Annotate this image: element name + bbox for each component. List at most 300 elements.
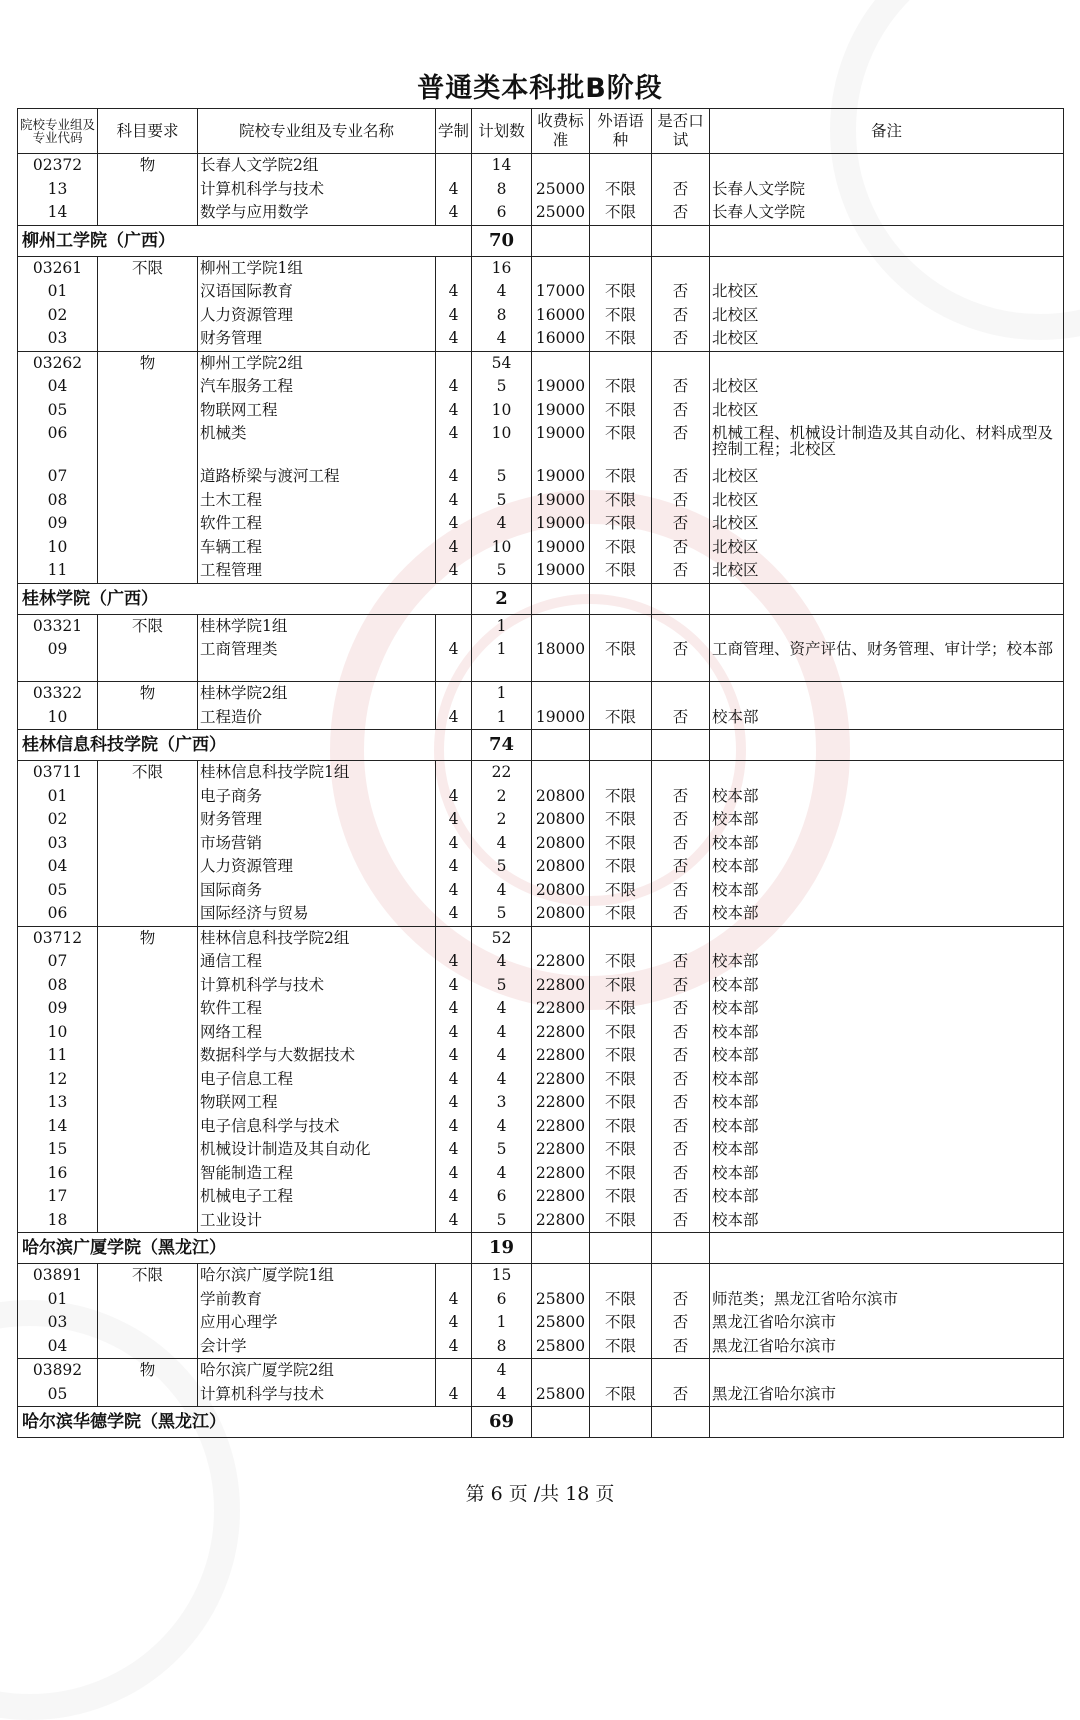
major-note: 黑龙江省哈尔滨市: [710, 1311, 1064, 1335]
major-fee: 22800: [532, 1185, 590, 1209]
major-lang: 不限: [590, 512, 652, 536]
major-fee: 18000: [532, 638, 590, 682]
group-oral: [652, 351, 710, 375]
major-subject: [98, 512, 198, 536]
group-oral: [652, 926, 710, 950]
major-note: 校本部: [710, 808, 1064, 832]
major-note: 校本部: [710, 1091, 1064, 1115]
major-fee: 25800: [532, 1311, 590, 1335]
major-lang: 不限: [590, 1209, 652, 1233]
major-subject: [98, 974, 198, 998]
major-lang: 不限: [590, 375, 652, 399]
major-years: 4: [436, 1091, 472, 1115]
major-plan: 10: [472, 422, 532, 465]
empty-cell: [590, 583, 652, 614]
admission-plan-table: [17, 108, 1064, 1438]
group-row: [18, 154, 1064, 178]
major-name: 物联网工程: [198, 399, 436, 423]
major-name: 汉语国际教育: [198, 280, 436, 304]
major-row: [18, 1335, 1064, 1359]
group-plan: 1: [472, 614, 532, 638]
empty-cell: [532, 225, 590, 256]
major-fee: 22800: [532, 997, 590, 1021]
major-oral: 否: [652, 178, 710, 202]
group-fee: [532, 1264, 590, 1288]
major-row: [18, 950, 1064, 974]
major-subject: [98, 1138, 198, 1162]
school-row: [18, 1407, 1064, 1438]
major-name: 机械设计制造及其自动化: [198, 1138, 436, 1162]
group-years: [436, 1359, 472, 1383]
major-subject: [98, 559, 198, 583]
group-note: [710, 614, 1064, 638]
group-code: 03892: [18, 1359, 98, 1383]
major-years: 4: [436, 950, 472, 974]
major-oral: 否: [652, 997, 710, 1021]
header-lang: 外语语种: [590, 109, 652, 154]
major-note: 北校区: [710, 327, 1064, 351]
group-note: [710, 682, 1064, 706]
major-subject: [98, 1115, 198, 1139]
major-code: 08: [18, 974, 98, 998]
major-lang: 不限: [590, 1311, 652, 1335]
major-plan: 5: [472, 902, 532, 926]
major-plan: 4: [472, 1162, 532, 1186]
major-subject: [98, 327, 198, 351]
page-footer: 第 6 页 /共 18 页: [465, 1483, 615, 1505]
major-plan: 4: [472, 832, 532, 856]
major-note: 北校区: [710, 512, 1064, 536]
major-oral: 否: [652, 399, 710, 423]
major-code: 18: [18, 1209, 98, 1233]
table-body: [18, 154, 1064, 1438]
major-subject: [98, 855, 198, 879]
major-name: 智能制造工程: [198, 1162, 436, 1186]
major-name: 软件工程: [198, 997, 436, 1021]
school-name: 桂林学院（广西）: [18, 583, 472, 614]
empty-cell: [590, 730, 652, 761]
major-oral: 否: [652, 902, 710, 926]
group-name: 桂林学院2组: [198, 682, 436, 706]
major-name: 通信工程: [198, 950, 436, 974]
major-row: [18, 1162, 1064, 1186]
major-oral: 否: [652, 706, 710, 730]
major-code: 13: [18, 1091, 98, 1115]
major-row: [18, 638, 1064, 682]
major-code: 03: [18, 327, 98, 351]
major-note: 校本部: [710, 855, 1064, 879]
major-fee: 19000: [532, 375, 590, 399]
empty-cell: [652, 1233, 710, 1264]
group-code: 03262: [18, 351, 98, 375]
school-total-plan: 69: [472, 1407, 532, 1438]
major-subject: [98, 1162, 198, 1186]
major-subject: [98, 638, 198, 682]
major-oral: 否: [652, 879, 710, 903]
major-subject: [98, 465, 198, 489]
major-row: [18, 832, 1064, 856]
group-plan: 1: [472, 682, 532, 706]
major-name: 机械类: [198, 422, 436, 465]
major-row: [18, 1288, 1064, 1312]
major-oral: 否: [652, 201, 710, 225]
major-lang: 不限: [590, 489, 652, 513]
major-lang: 不限: [590, 536, 652, 560]
major-plan: 1: [472, 706, 532, 730]
major-fee: 17000: [532, 280, 590, 304]
major-years: 4: [436, 422, 472, 465]
school-total-plan: 70: [472, 225, 532, 256]
major-code: 09: [18, 997, 98, 1021]
major-years: 4: [436, 178, 472, 202]
group-lang: [590, 1359, 652, 1383]
empty-cell: [652, 1407, 710, 1438]
major-row: [18, 785, 1064, 809]
major-code: 13: [18, 178, 98, 202]
major-note: 校本部: [710, 706, 1064, 730]
major-plan: 4: [472, 512, 532, 536]
major-name: 电子信息工程: [198, 1068, 436, 1092]
major-oral: 否: [652, 832, 710, 856]
group-lang: [590, 351, 652, 375]
major-years: 4: [436, 559, 472, 583]
major-plan: 10: [472, 399, 532, 423]
major-fee: 19000: [532, 489, 590, 513]
major-code: 10: [18, 1021, 98, 1045]
major-subject: [98, 536, 198, 560]
major-lang: 不限: [590, 465, 652, 489]
major-oral: 否: [652, 638, 710, 682]
group-row: [18, 256, 1064, 280]
major-note: 校本部: [710, 832, 1064, 856]
group-fee: [532, 351, 590, 375]
major-row: [18, 1185, 1064, 1209]
major-plan: 4: [472, 1021, 532, 1045]
group-years: [436, 256, 472, 280]
group-oral: [652, 1359, 710, 1383]
major-fee: 20800: [532, 832, 590, 856]
group-lang: [590, 614, 652, 638]
major-years: 4: [436, 706, 472, 730]
major-subject: [98, 1091, 198, 1115]
major-fee: 22800: [532, 950, 590, 974]
major-lang: 不限: [590, 997, 652, 1021]
major-years: 4: [436, 1335, 472, 1359]
group-row: [18, 1264, 1064, 1288]
major-row: [18, 997, 1064, 1021]
group-plan: 4: [472, 1359, 532, 1383]
major-code: 03: [18, 832, 98, 856]
major-plan: 5: [472, 1138, 532, 1162]
major-lang: 不限: [590, 1091, 652, 1115]
group-row: [18, 761, 1064, 785]
major-years: 4: [436, 1068, 472, 1092]
major-oral: 否: [652, 1311, 710, 1335]
major-oral: 否: [652, 1021, 710, 1045]
major-name: 应用心理学: [198, 1311, 436, 1335]
major-name: 电子信息科学与技术: [198, 1115, 436, 1139]
major-oral: 否: [652, 512, 710, 536]
group-plan: 15: [472, 1264, 532, 1288]
header-years: 学制: [436, 109, 472, 154]
major-oral: 否: [652, 1162, 710, 1186]
header-code: 院校专业组及专业代码: [18, 109, 98, 154]
major-fee: 22800: [532, 1044, 590, 1068]
major-fee: 22800: [532, 1091, 590, 1115]
school-row: [18, 583, 1064, 614]
major-name: 国际商务: [198, 879, 436, 903]
group-oral: [652, 256, 710, 280]
major-code: 02: [18, 808, 98, 832]
school-name: 柳州工学院（广西）: [18, 225, 472, 256]
major-code: 16: [18, 1162, 98, 1186]
major-years: 4: [436, 536, 472, 560]
major-row: [18, 422, 1064, 465]
group-lang: [590, 1264, 652, 1288]
major-name: 机械电子工程: [198, 1185, 436, 1209]
major-note: 校本部: [710, 1162, 1064, 1186]
major-code: 05: [18, 1383, 98, 1407]
major-name: 人力资源管理: [198, 304, 436, 328]
major-note: 校本部: [710, 1115, 1064, 1139]
empty-cell: [590, 225, 652, 256]
group-subject: 物: [98, 926, 198, 950]
major-lang: 不限: [590, 280, 652, 304]
major-code: 09: [18, 512, 98, 536]
major-oral: 否: [652, 1115, 710, 1139]
group-code: 02372: [18, 154, 98, 178]
major-fee: 20800: [532, 808, 590, 832]
major-lang: 不限: [590, 327, 652, 351]
major-plan: 6: [472, 201, 532, 225]
major-plan: 5: [472, 855, 532, 879]
empty-cell: [652, 225, 710, 256]
major-code: 07: [18, 465, 98, 489]
group-name: 柳州工学院2组: [198, 351, 436, 375]
major-row: [18, 706, 1064, 730]
group-name: 哈尔滨广厦学院2组: [198, 1359, 436, 1383]
major-fee: 22800: [532, 1162, 590, 1186]
major-plan: 5: [472, 1209, 532, 1233]
major-code: 14: [18, 201, 98, 225]
major-years: 4: [436, 465, 472, 489]
empty-cell: [710, 225, 1064, 256]
empty-cell: [710, 1407, 1064, 1438]
major-subject: [98, 950, 198, 974]
major-oral: 否: [652, 375, 710, 399]
major-lang: 不限: [590, 974, 652, 998]
major-plan: 5: [472, 559, 532, 583]
major-code: 10: [18, 706, 98, 730]
school-total-plan: 74: [472, 730, 532, 761]
major-note: 校本部: [710, 1209, 1064, 1233]
empty-cell: [710, 1233, 1064, 1264]
major-plan: 6: [472, 1185, 532, 1209]
major-subject: [98, 422, 198, 465]
major-name: 学前教育: [198, 1288, 436, 1312]
major-note: 校本部: [710, 902, 1064, 926]
major-row: [18, 1044, 1064, 1068]
major-row: [18, 280, 1064, 304]
major-oral: 否: [652, 536, 710, 560]
group-note: [710, 926, 1064, 950]
major-note: 北校区: [710, 280, 1064, 304]
major-fee: 16000: [532, 327, 590, 351]
major-row: [18, 1021, 1064, 1045]
major-code: 14: [18, 1115, 98, 1139]
major-code: 01: [18, 1288, 98, 1312]
major-note: 校本部: [710, 1138, 1064, 1162]
major-fee: 25800: [532, 1288, 590, 1312]
school-name: 哈尔滨广厦学院（黑龙江）: [18, 1233, 472, 1264]
major-oral: 否: [652, 1288, 710, 1312]
major-row: [18, 879, 1064, 903]
major-note: 黑龙江省哈尔滨市: [710, 1335, 1064, 1359]
group-subject: 物: [98, 682, 198, 706]
major-subject: [98, 1185, 198, 1209]
major-name: 车辆工程: [198, 536, 436, 560]
major-plan: 8: [472, 178, 532, 202]
major-years: 4: [436, 785, 472, 809]
empty-cell: [532, 730, 590, 761]
major-lang: 不限: [590, 832, 652, 856]
major-note: 北校区: [710, 489, 1064, 513]
major-lang: 不限: [590, 1044, 652, 1068]
major-oral: 否: [652, 280, 710, 304]
major-note: 校本部: [710, 974, 1064, 998]
major-years: 4: [436, 1138, 472, 1162]
group-name: 柳州工学院1组: [198, 256, 436, 280]
major-name: 道路桥梁与渡河工程: [198, 465, 436, 489]
group-row: [18, 351, 1064, 375]
major-name: 汽车服务工程: [198, 375, 436, 399]
major-plan: 4: [472, 327, 532, 351]
major-name: 财务管理: [198, 327, 436, 351]
group-name: 桂林学院1组: [198, 614, 436, 638]
major-row: [18, 536, 1064, 560]
major-lang: 不限: [590, 178, 652, 202]
major-code: 05: [18, 399, 98, 423]
major-plan: 2: [472, 808, 532, 832]
major-years: 4: [436, 1288, 472, 1312]
major-years: 4: [436, 375, 472, 399]
major-fee: 19000: [532, 559, 590, 583]
group-plan: 22: [472, 761, 532, 785]
group-fee: [532, 614, 590, 638]
group-oral: [652, 761, 710, 785]
empty-cell: [532, 1407, 590, 1438]
group-subject: 物: [98, 1359, 198, 1383]
major-code: 15: [18, 1138, 98, 1162]
major-row: [18, 489, 1064, 513]
empty-cell: [652, 583, 710, 614]
empty-cell: [652, 730, 710, 761]
major-row: [18, 304, 1064, 328]
major-fee: 19000: [532, 422, 590, 465]
major-note: 师范类；黑龙江省哈尔滨市: [710, 1288, 1064, 1312]
group-code: 03321: [18, 614, 98, 638]
group-note: [710, 1359, 1064, 1383]
major-lang: 不限: [590, 879, 652, 903]
major-subject: [98, 1335, 198, 1359]
group-subject: 物: [98, 154, 198, 178]
group-subject: 不限: [98, 1264, 198, 1288]
major-oral: 否: [652, 808, 710, 832]
major-fee: 22800: [532, 1068, 590, 1092]
major-years: 4: [436, 638, 472, 682]
group-plan: 52: [472, 926, 532, 950]
group-subject: 不限: [98, 256, 198, 280]
group-fee: [532, 1359, 590, 1383]
group-subject: 不限: [98, 761, 198, 785]
school-row: [18, 730, 1064, 761]
school-row: [18, 1233, 1064, 1264]
major-lang: 不限: [590, 1185, 652, 1209]
major-name: 工商管理类: [198, 638, 436, 682]
school-total-plan: 19: [472, 1233, 532, 1264]
major-note: 校本部: [710, 1044, 1064, 1068]
major-oral: 否: [652, 1091, 710, 1115]
major-fee: 22800: [532, 1021, 590, 1045]
group-note: [710, 761, 1064, 785]
major-code: 09: [18, 638, 98, 682]
major-code: 01: [18, 785, 98, 809]
major-years: 4: [436, 280, 472, 304]
major-plan: 4: [472, 280, 532, 304]
major-subject: [98, 808, 198, 832]
major-years: 4: [436, 1311, 472, 1335]
major-code: 11: [18, 1044, 98, 1068]
group-fee: [532, 154, 590, 178]
header-name: 院校专业组及专业名称: [198, 109, 436, 154]
major-plan: 10: [472, 536, 532, 560]
school-name: 哈尔滨华德学院（黑龙江）: [18, 1407, 472, 1438]
major-years: 4: [436, 512, 472, 536]
major-lang: 不限: [590, 1288, 652, 1312]
major-subject: [98, 178, 198, 202]
group-row: [18, 682, 1064, 706]
major-row: [18, 327, 1064, 351]
major-plan: 1: [472, 638, 532, 682]
major-plan: 4: [472, 997, 532, 1021]
major-plan: 4: [472, 1068, 532, 1092]
major-oral: 否: [652, 1383, 710, 1407]
group-note: [710, 154, 1064, 178]
major-fee: 22800: [532, 1138, 590, 1162]
major-plan: 5: [472, 974, 532, 998]
major-subject: [98, 706, 198, 730]
major-note: 校本部: [710, 1185, 1064, 1209]
major-code: 04: [18, 855, 98, 879]
major-lang: 不限: [590, 1162, 652, 1186]
group-years: [436, 1264, 472, 1288]
major-oral: 否: [652, 304, 710, 328]
group-row: [18, 926, 1064, 950]
school-row: [18, 225, 1064, 256]
major-years: 4: [436, 1044, 472, 1068]
group-note: [710, 351, 1064, 375]
major-row: [18, 1383, 1064, 1407]
major-lang: 不限: [590, 855, 652, 879]
major-oral: 否: [652, 855, 710, 879]
major-code: 03: [18, 1311, 98, 1335]
major-fee: 19000: [532, 536, 590, 560]
major-lang: 不限: [590, 1383, 652, 1407]
major-subject: [98, 1311, 198, 1335]
major-note: 校本部: [710, 1068, 1064, 1092]
major-lang: 不限: [590, 399, 652, 423]
major-years: 4: [436, 1115, 472, 1139]
